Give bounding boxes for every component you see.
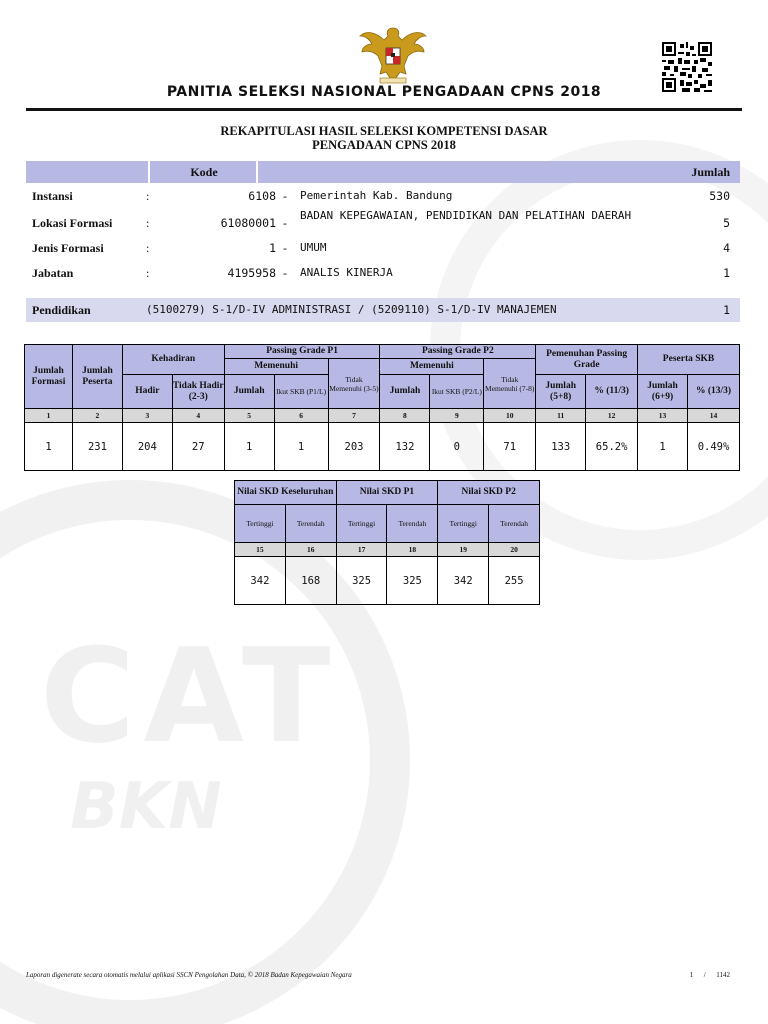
info-label: Instansi (32, 189, 73, 203)
column-number: 20 (489, 543, 540, 557)
table-header-row (235, 505, 540, 543)
info-code: 4195958 (227, 266, 276, 280)
column-number: 16 (285, 543, 336, 557)
info-dash: - (283, 189, 287, 203)
table-cell: 231 (72, 423, 122, 471)
info-jumlah: 1 (723, 266, 730, 280)
info-header-jumlah: Jumlah (691, 165, 730, 179)
page-title: PANITIA SELEKSI NASIONAL PENGADAAN CPNS 2018 (166, 84, 602, 100)
column-number: 19 (438, 543, 489, 557)
column-number: 12 (586, 409, 638, 423)
header-tidak-memenuhi-p2: Tidak Memenuhi (7-8) (484, 359, 536, 409)
info-dash: - (283, 241, 287, 255)
column-number-row (25, 409, 740, 423)
header-memenuhi-p1: Memenuhi (224, 359, 328, 375)
watermark-cat-text: CAT (40, 620, 339, 772)
pendidikan-label: Pendidikan (32, 303, 91, 317)
header-skb-jumlah: Jumlah (6+9) (638, 375, 688, 409)
table-cell: 204 (122, 423, 172, 471)
report-subtitle (0, 124, 768, 152)
table-header-row (235, 481, 540, 505)
garuda-emblem-icon (358, 22, 428, 88)
header-hadir: Hadir (122, 375, 172, 409)
header-passing-grade-p2: Passing Grade P2 (380, 345, 536, 359)
info-jumlah: 530 (709, 189, 730, 203)
column-number: 18 (387, 543, 438, 557)
table-cell: 325 (387, 557, 438, 605)
info-description: Pemerintah Kab. Bandung (300, 189, 453, 202)
table-row (235, 557, 540, 605)
info-description: ANALIS KINERJA (300, 266, 393, 279)
table-cell: 325 (336, 557, 387, 605)
table-cell: 27 (172, 423, 224, 471)
info-colon: : (146, 189, 150, 203)
table-cell: 1 (274, 423, 328, 471)
info-label: Jabatan (32, 266, 74, 280)
page-total: 1142 (716, 971, 730, 979)
info-label: Lokasi Formasi (32, 216, 113, 230)
table-cell: 1 (638, 423, 688, 471)
header-kehadiran: Kehadiran (122, 345, 224, 375)
header-nilai-skd-p2: Nilai SKD P2 (438, 481, 540, 505)
header-tertinggi: Tertinggi (438, 505, 489, 543)
header-jumlah-formasi: Jumlah Formasi (25, 345, 73, 409)
nilai-skd-table (234, 480, 540, 605)
table-cell: 1 (25, 423, 73, 471)
info-colon: : (146, 241, 150, 255)
pendidikan-value: (5100279) S-1/D-IV ADMINISTRASI / (5209110) S-1/D-IV MANAJEMEN (146, 303, 557, 316)
info-header-blank (26, 161, 150, 183)
info-dash: - (283, 266, 287, 280)
page-footer (26, 971, 742, 979)
info-description: BADAN KEPEGAWAIAN, PENDIDIKAN DAN PELATIHAN DAERAH (300, 209, 632, 222)
info-header-kode: Kode (152, 161, 258, 183)
header-terendah: Terendah (489, 505, 540, 543)
column-number: 14 (688, 409, 740, 423)
header-tertinggi: Tertinggi (336, 505, 387, 543)
header-pemenuhan: Pemenuhan Passing Grade (536, 345, 638, 375)
table-cell: 1 (224, 423, 274, 471)
header-tertinggi: Tertinggi (235, 505, 286, 543)
column-number: 6 (274, 409, 328, 423)
table-cell: 132 (380, 423, 430, 471)
info-dash: - (283, 216, 287, 230)
header-nilai-skd-p1: Nilai SKD P1 (336, 481, 438, 505)
page-separator: / (703, 971, 706, 979)
header-terendah: Terendah (285, 505, 336, 543)
pendidikan-jumlah: 1 (723, 303, 730, 317)
table-header-row (25, 345, 740, 359)
table-header-row (25, 375, 740, 409)
info-code: 61080001 (220, 216, 276, 230)
table-cell: 168 (285, 557, 336, 605)
column-number: 11 (536, 409, 586, 423)
header-divider (26, 108, 742, 111)
header-peserta-skb: Peserta SKB (638, 345, 740, 375)
header-ikut-skb-p2: Ikut SKB (P2/L) (430, 375, 484, 409)
info-colon: : (146, 216, 150, 230)
header-tidak-memenuhi-p1: Tidak Memenuhi (3-5) (328, 359, 380, 409)
column-number: 7 (328, 409, 380, 423)
info-label: Jenis Formasi (32, 241, 104, 255)
table-cell: 342 (235, 557, 286, 605)
header-pemenuhan-jumlah: Jumlah (5+8) (536, 375, 586, 409)
table-cell: 71 (484, 423, 536, 471)
info-jumlah: 4 (723, 241, 730, 255)
column-number: 9 (430, 409, 484, 423)
info-code: 6108 (248, 189, 276, 203)
header-memenuhi-p2: Memenuhi (380, 359, 484, 375)
header-jumlah-p2: Jumlah (380, 375, 430, 409)
table-cell: 203 (328, 423, 380, 471)
column-number-row (235, 543, 540, 557)
table-row (25, 423, 740, 471)
table-cell: 342 (438, 557, 489, 605)
table-cell: 65.2% (586, 423, 638, 471)
column-number: 1 (25, 409, 73, 423)
info-jumlah: 5 (723, 216, 730, 230)
table-cell: 0.49% (688, 423, 740, 471)
column-number: 8 (380, 409, 430, 423)
header-jumlah-p1: Jumlah (224, 375, 274, 409)
header-pemenuhan-persen: % (11/3) (586, 375, 638, 409)
header-ikut-skb-p1: Ikut SKB (P1/L) (274, 375, 328, 409)
table-cell: 255 (489, 557, 540, 605)
table-cell: 133 (536, 423, 586, 471)
info-code: 1 (269, 241, 276, 255)
header-passing-grade-p1: Passing Grade P1 (224, 345, 380, 359)
column-number: 13 (638, 409, 688, 423)
watermark-bkn-text: BKN (70, 770, 222, 844)
rekap-table (24, 344, 740, 471)
column-number: 10 (484, 409, 536, 423)
column-number: 3 (122, 409, 172, 423)
header-terendah: Terendah (387, 505, 438, 543)
footer-note: Laporan digenerate secara otomatis melalui aplikasi SSCN Pengolahan Data, © 2018 Badan Kepegawaian Negara (26, 971, 352, 979)
pendidikan-row (26, 298, 740, 322)
report-subtitle-line1: REKAPITULASI HASIL SELEKSI KOMPETENSI DASAR (220, 124, 548, 138)
report-subtitle-line2: PENGADAAN CPNS 2018 (312, 138, 456, 152)
info-description: UMUM (300, 241, 327, 254)
page-current: 1 (689, 971, 694, 979)
info-colon: : (146, 266, 150, 280)
column-number: 17 (336, 543, 387, 557)
header-jumlah-peserta: Jumlah Peserta (72, 345, 122, 409)
info-table-header (26, 161, 740, 183)
header-nilai-skd-keseluruhan: Nilai SKD Keseluruhan (235, 481, 337, 505)
header-tidak-hadir: Tidak Hadir (2-3) (172, 375, 224, 409)
column-number: 5 (224, 409, 274, 423)
column-number: 4 (172, 409, 224, 423)
page-number (690, 971, 730, 979)
column-number: 15 (235, 543, 286, 557)
table-cell: 0 (430, 423, 484, 471)
header-skb-persen: % (13/3) (688, 375, 740, 409)
column-number: 2 (72, 409, 122, 423)
